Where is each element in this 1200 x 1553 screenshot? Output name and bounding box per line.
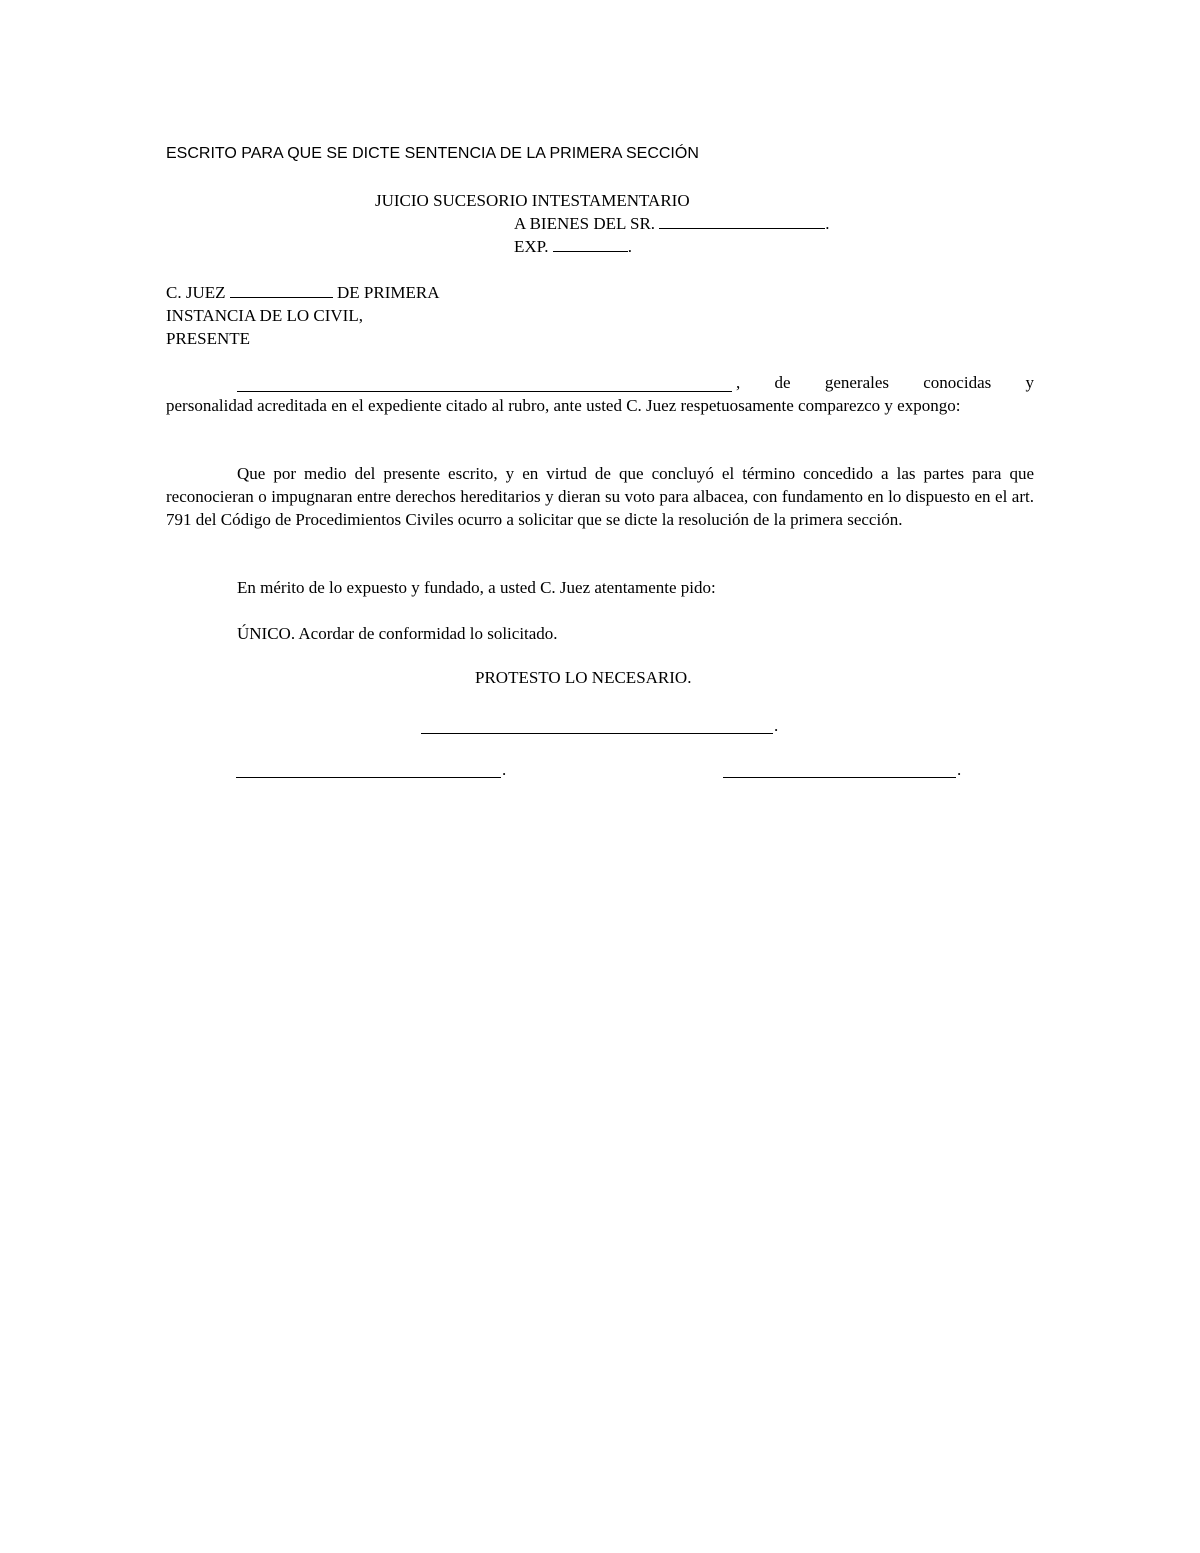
intro-line1-tail: , de generales conocidas y	[736, 373, 1034, 392]
addressee-line2: INSTANCIA DE LO CIVIL,	[166, 306, 363, 325]
signature-line-left	[236, 776, 501, 778]
case-caption-line1: JUICIO SUCESORIO INTESTAMENTARIO	[375, 191, 690, 210]
signature-right-period: .	[957, 760, 962, 779]
addressee-line1	[166, 281, 439, 304]
court-number-blank	[230, 281, 333, 298]
case-caption-line2	[514, 212, 830, 235]
decedent-name-blank	[659, 212, 825, 229]
case-caption-decedent-label: A BIENES DEL SR.	[514, 214, 656, 233]
promovente-name-blank	[237, 390, 732, 392]
signature-main-period: .	[774, 716, 779, 735]
exp-number-blank	[553, 235, 628, 252]
intro-paragraph: personalidad acreditada en el expediente citado al rubro, ante usted C. Juez respetuosamente comparezco y expongo:	[166, 396, 961, 415]
signature-line-right	[723, 776, 956, 778]
addressee-line3: PRESENTE	[166, 329, 251, 348]
document-title: ESCRITO PARA QUE SE DICTE SENTENCIA DE LA PRIMERA SECCIÓN	[166, 145, 699, 162]
case-caption-line3	[514, 235, 632, 258]
case-caption-line3-period: .	[627, 237, 632, 256]
case-caption-exp-label: EXP.	[514, 237, 549, 256]
closing-line: PROTESTO LO NECESARIO.	[475, 668, 692, 687]
addressee-juez-label: C. JUEZ	[166, 283, 226, 302]
request-line: En mérito de lo expuesto y fundado, a usted C. Juez atentamente pido:	[237, 578, 716, 597]
signature-left-period: .	[502, 760, 507, 779]
case-caption-line2-period: .	[825, 214, 830, 233]
body-paragraph: Que por medio del presente escrito, y en virtud de que concluyó el término concedido a las partes para que reconocieran o impugnaran entre derechos hereditarios y dieran su voto para albacea, con fundamento en lo dispuesto en el art. 791 del Código de Procedimientos Civiles ocurro a solicitar que se dicte la resolución de la primera sección.	[166, 464, 1034, 529]
unico-line: ÚNICO. Acordar de conformidad lo solicitado.	[237, 624, 558, 643]
signature-line-main	[421, 732, 773, 734]
addressee-primera-label: DE PRIMERA	[337, 283, 440, 302]
